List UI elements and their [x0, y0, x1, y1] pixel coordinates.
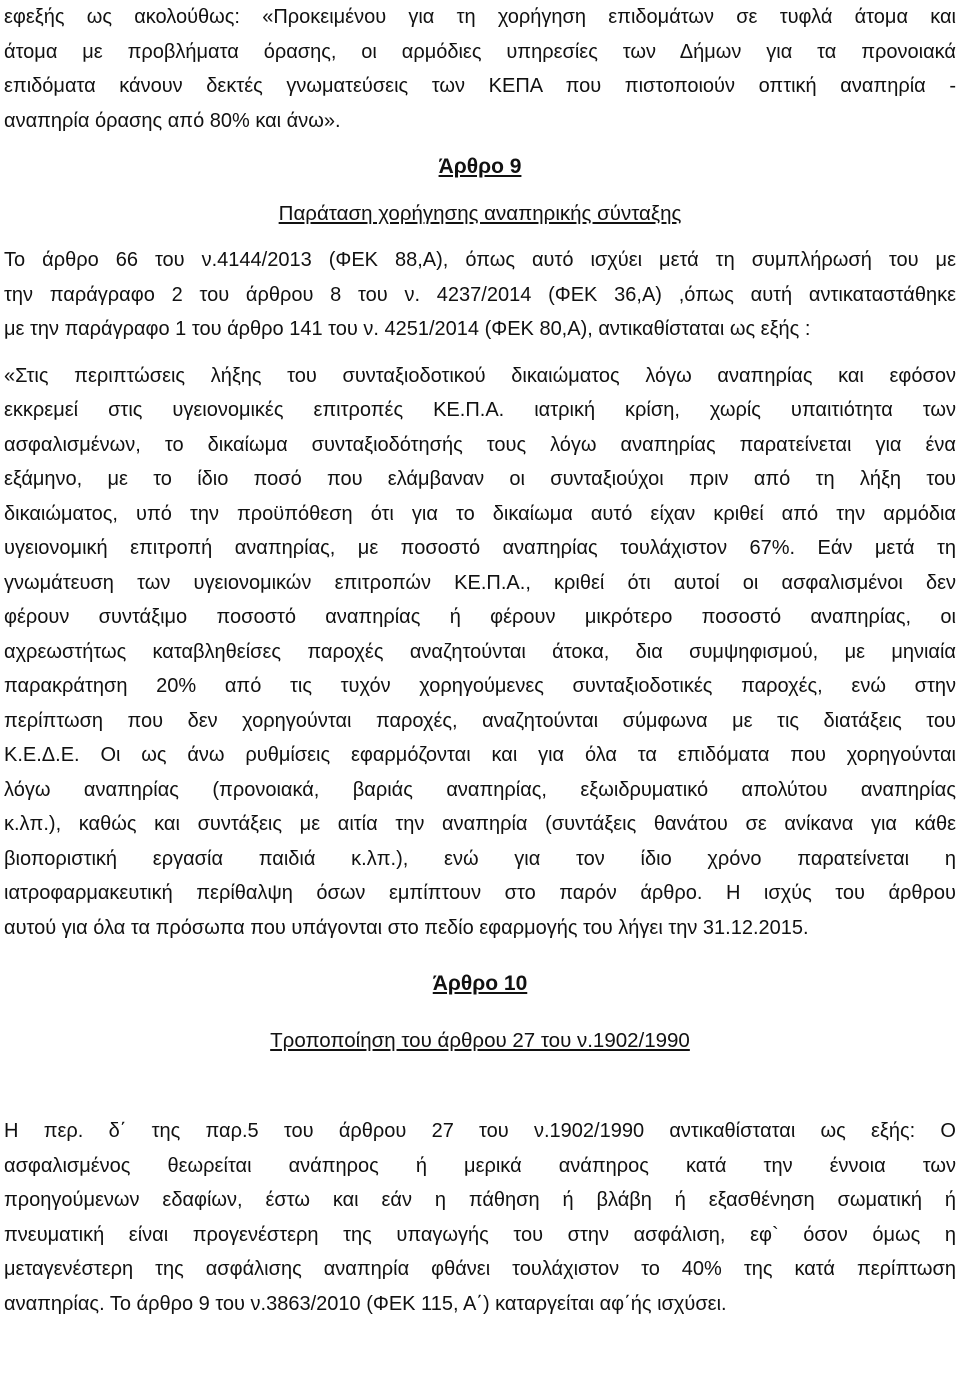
article-heading — [4, 967, 956, 1002]
article-10-paragraph-1 — [4, 1114, 956, 1321]
text-line: ιατροφαρμακευτική περίθαλψη όσων εμπίπτουν στο παρόν άρθρο. Η ισχύς του άρθρου — [4, 882, 956, 904]
text-line: προηγούμενων εδαφίων, έστω και εάν η πάθηση ή βλάβη ή εξασθένηση σωματική ή — [4, 1189, 956, 1211]
text-line: εκκρεμεί στις υγειονομικές επιτροπές ΚΕ.Π.Α. ιατρική κρίση, χωρίς υπαιτιότητα των — [4, 399, 956, 421]
intro-paragraph — [4, 0, 956, 138]
article-heading — [4, 150, 956, 185]
text-line: Το άρθρο 66 του ν.4144/2013 (ΦΕΚ 88,Α), όπως αυτό ισχύει μετά τη συμπλήρωσή του με — [4, 249, 956, 271]
text-line: αναπηρίας. Το άρθρο 9 του ν.3863/2010 (ΦΕΚ 115, Α΄) καταργείται αφ΄ής ισχύσει. — [4, 1292, 727, 1315]
text-line: υγειονομική επιτροπή αναπηρίας, με ποσοστό αναπηρίας τουλάχιστον 67%. Εάν μετά τη — [4, 537, 956, 559]
text-line: Η περ. δ΄ της παρ.5 του άρθρου 27 του ν.1902/1990 αντικαθίσταται ως εξής: Ο — [4, 1120, 956, 1142]
text-line: αχρεωστήτως καταβληθείσες παροχές αναζητούνται άτοκα, δια συμψηφισμού, με μηνιαία — [4, 640, 956, 663]
article-subheading — [4, 1024, 956, 1059]
text-line: ασφαλισμένος θεωρείται ανάπηρος ή μερικά ανάπηρος κατά την έννοια των — [4, 1154, 956, 1177]
article-9-paragraph-1 — [4, 243, 956, 347]
text-line: εξάμηνο, με το ίδιο ποσό που ελάμβαναν οι συνταξιούχοι πριν από τη λήξη του — [4, 468, 956, 490]
text-line: δικαιώματος, υπό την προϋπόθεση ότι για το δικαίωμα αυτό είχαν κριθεί από την αρμόδια — [4, 502, 956, 525]
text-line: μεταγενέστερη της ασφάλισης αναπηρία φθάνει τουλάχιστον το 40% της κατά περίπτωση — [4, 1258, 956, 1280]
text-line: Κ.Ε.Δ.Ε. Οι ως άνω ρυθμίσεις εφαρμόζονται και για όλα τα επιδόματα που χορηγούνται — [4, 744, 956, 766]
text-line: αναπηρία όρασης από 80% και άνω». — [4, 109, 341, 132]
article-10-heading: Άρθρο 10 — [432, 972, 528, 995]
text-line: «Στις περιπτώσεις λήξης του συνταξιοδοτικού δικαιώματος λόγω αναπηρίας και εφόσον — [4, 364, 956, 387]
text-line: την παράγραφο 2 του άρθρου 8 του ν. 4237/2014 (ΦΕΚ 36,Α) ,όπως αυτή αντικαταστάθηκε — [4, 283, 956, 306]
text-line: γνωμάτευση των υγειονομικών επιτροπών ΚΕ.Π.Α., κριθεί ότι αυτοί οι ασφαλισμένοι δεν — [4, 571, 956, 594]
text-line: παρακράτηση 20% από τις τυχόν χορηγούμενες συνταξιοδοτικές παροχές, ενώ στην — [4, 675, 956, 697]
article-subheading — [4, 197, 956, 232]
text-line: ασφαλισμένων, το δικαίωμα συνταξιοδότησής τους λόγω αναπηρίας παρατείνεται για ένα — [4, 433, 956, 456]
text-line: κ.λπ.), καθώς και συντάξεις με αιτία την αναπηρία (συντάξεις θανάτου σε ανίκανα για κάθε — [4, 813, 956, 835]
article-9-title: Παράταση χορήγησης αναπηρικής σύνταξης — [278, 201, 682, 225]
text-line: με την παράγραφο 1 του άρθρο 141 του ν. 4251/2014 (ΦΕΚ 80,Α), αντικαθίσταται ως εξής : — [4, 318, 811, 340]
text-line: λόγω αναπηρίας (προνοιακά, βαριάς αναπηρίας, εξωιδρυματικό απολύτου αναπηρίας — [4, 778, 956, 801]
text-line: εφεξής ως ακολούθως: «Προκειμένου για τη χορήγηση επιδομάτων σε τυφλά άτομα και — [4, 6, 956, 28]
text-line: άτομα με προβλήματα όρασης, οι αρμόδιες υπηρεσίες των Δήμων για τα προνοιακά — [4, 40, 956, 63]
text-line: περίπτωση που δεν χορηγούνται παροχές, αναζητούνται σύμφωνα με τις διατάξεις του — [4, 709, 956, 732]
text-line: φέρουν συντάξιμο ποσοστό αναπηρίας ή φέρουν μικρότερο ποσοστό αναπηρίας, οι — [4, 606, 956, 628]
text-line: αυτού για όλα τα πρόσωπα που υπάγονται στο πεδίο εφαρμογής του λήγει την 31.12.2015. — [4, 916, 809, 939]
text-line: επιδόματα κάνουν δεκτές γνωματεύσεις των ΚΕΠΑ που πιστοποιούν οπτική αναπηρία - — [4, 75, 956, 97]
article-9-heading: Άρθρο 9 — [438, 155, 522, 178]
text-line: βιοποριστική εργασία παιδιά κ.λπ.), ενώ για τον ίδιο χρόνο παρατείνεται η — [4, 847, 956, 870]
text-line: πνευματική είναι προγενέστερη της υπαγωγής του στην ασφάλιση, εφ` όσον όμως η — [4, 1223, 956, 1246]
article-10-title: Τροποποίηση του άρθρου 27 του ν.1902/1990 — [270, 1028, 690, 1052]
article-9-paragraph-2 — [4, 359, 956, 946]
